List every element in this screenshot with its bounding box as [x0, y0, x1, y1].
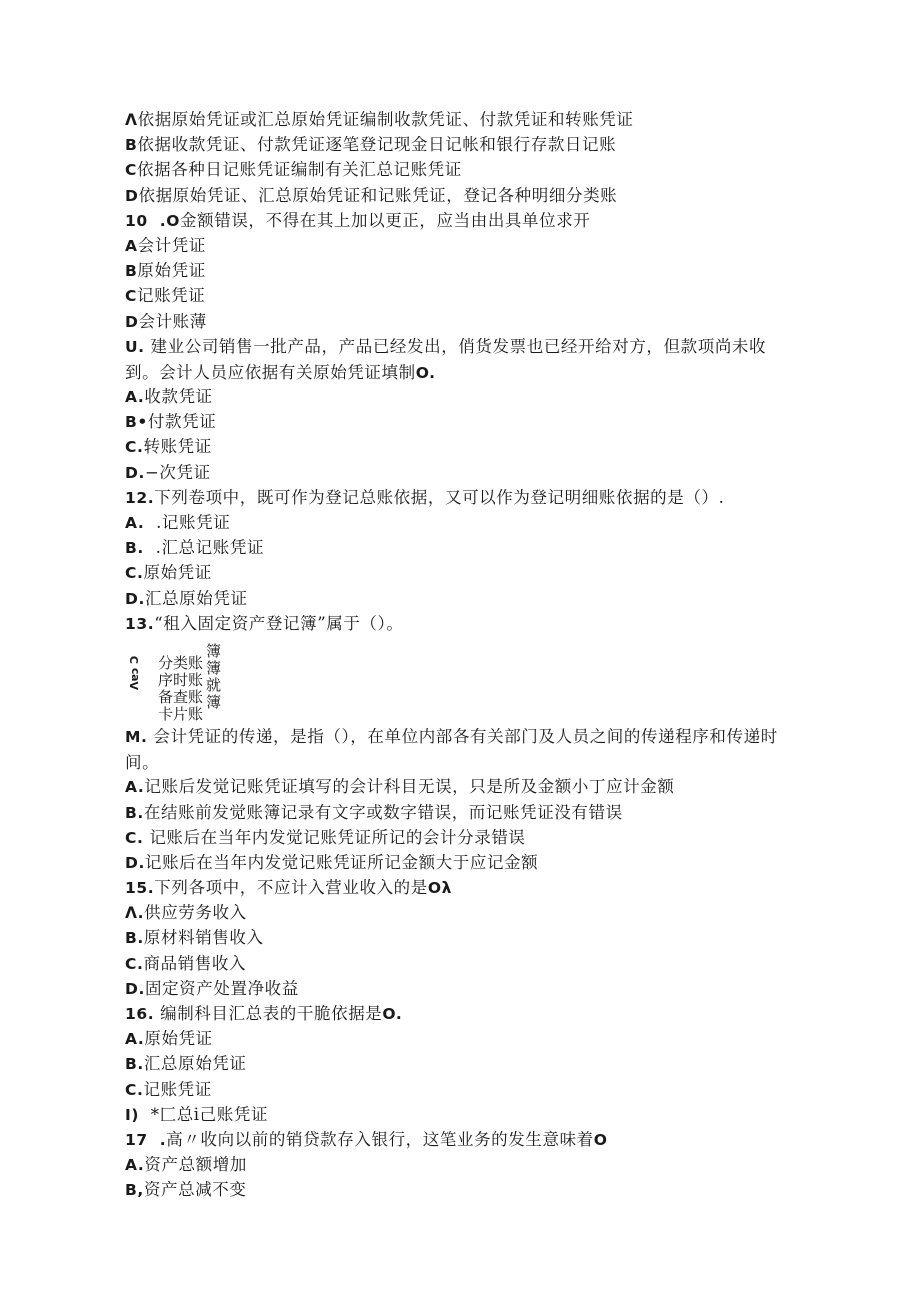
line-label: C.	[125, 564, 144, 583]
text-line	[125, 485, 795, 510]
text-line	[125, 309, 795, 334]
text-line	[125, 875, 795, 900]
line-text: *匚总i己账凭证	[139, 1104, 269, 1124]
text-line	[125, 1026, 795, 1051]
line-text: 资产总减不变	[143, 1180, 247, 1200]
line-label: A	[125, 236, 138, 255]
line-label: C.	[125, 954, 144, 973]
text-line	[125, 183, 795, 208]
line-text: .记账凭证	[144, 513, 231, 533]
text-line	[125, 1102, 795, 1127]
line-label: D.	[125, 979, 145, 998]
text-line	[125, 900, 795, 925]
line-label: 15.	[125, 879, 155, 898]
line-text: 下列各项中，不应计入营业收入的是	[154, 878, 428, 898]
line-label: B,	[125, 1181, 144, 1200]
line-text: 下列卷项中，既可作为登记总账依据，又可以作为登记明细账依据的是（）.	[154, 487, 725, 507]
option-letters: Ʌɐɔ Ɔ	[128, 655, 141, 690]
text-line	[125, 510, 795, 535]
line-label: 13.	[125, 614, 155, 633]
line-label: D	[125, 186, 139, 205]
text-line	[125, 560, 795, 585]
text-line	[125, 409, 795, 434]
option-name: 卡片账	[158, 704, 204, 723]
question-text: 建业公司销售一批产品，产品已经发出，俏货发票也已经开给对方，但款项尚未收到。会计人员应依据有关原始凭证填制	[125, 336, 767, 382]
line-text: 会计账薄	[138, 311, 207, 331]
line-text: 编制科目汇总表的干脆依据是	[154, 1004, 383, 1024]
text-line	[125, 825, 795, 850]
option-suffix: 簿	[206, 641, 222, 660]
line-text: 汇总原始凭证	[144, 588, 248, 608]
line-label: B•	[125, 413, 148, 432]
line-label: A.	[125, 778, 145, 797]
text-line	[125, 611, 795, 636]
line-label: 12.	[125, 488, 155, 507]
question-11	[125, 334, 793, 384]
line-text: 商品销售收入	[143, 953, 247, 973]
text-line	[125, 850, 795, 875]
line-label: B	[125, 136, 138, 155]
line-label: Λ.	[125, 904, 145, 923]
line-text: 会计凭证	[137, 235, 207, 255]
line-label: A.	[125, 514, 145, 533]
option-suffix: 簿	[206, 658, 222, 677]
line-text: 高〃收向以前的销贷款存入银行，这笔业务的发生意味着	[166, 1129, 594, 1149]
line-text: 记账后发觉记账凭证填写的会计科目无误，只是所及金额小丁应计金额	[144, 777, 675, 797]
text-line	[125, 976, 795, 1001]
line-text: 供应劳务收入	[144, 903, 247, 923]
text-line	[125, 208, 795, 233]
line-blank: O	[593, 1130, 608, 1149]
question-14	[125, 724, 793, 774]
question-number: M.	[125, 727, 148, 746]
line-text: 资产总额增加	[144, 1155, 247, 1175]
line-text: 依据各种日记账凭证编制有关汇总记账凭证	[136, 160, 462, 180]
line-text: 记账后在当年内发觉记账凭证所记的会计分录错误	[143, 827, 526, 847]
option-suffixes	[206, 643, 221, 711]
line-text: 依据收款凭证、付款凭证逐笔登记现金日记帐和银行存款日记账	[137, 135, 617, 155]
line-text: 固定资产处置净收益	[144, 978, 299, 998]
line-label: D.	[125, 589, 145, 608]
line-text: 依据原始凭证、汇总原始凭证和记账凭证，登记各种明细分类账	[138, 185, 618, 205]
text-line	[125, 800, 795, 825]
line-text: −次凭证	[144, 462, 211, 482]
line-label: D.	[125, 853, 145, 872]
lines-group-b	[125, 384, 795, 636]
option-name: 序时账	[158, 670, 204, 689]
text-line	[125, 233, 795, 258]
text-line	[125, 774, 795, 799]
line-label: B.	[125, 803, 144, 822]
line-label: A.	[125, 1030, 145, 1049]
line-text: 记账后在当年内发觉记账凭证所记金额大于应记金额	[144, 852, 539, 872]
line-label: B	[125, 262, 138, 281]
text-line	[125, 283, 795, 308]
question-text: 会计凭证的传递，是指（），在单位内部各有关部门及人员之间的传递程序和传递时间。	[125, 726, 778, 773]
line-label: C.	[125, 438, 144, 457]
text-line	[125, 384, 795, 409]
line-label: C	[125, 287, 137, 306]
lines-group-a	[125, 107, 795, 334]
line-text: 原始凭证	[143, 563, 212, 583]
document-page	[125, 107, 795, 1203]
text-line	[125, 107, 795, 132]
line-text: 收款凭证	[144, 387, 213, 407]
option-suffix: 簿	[206, 692, 222, 711]
line-label: B.	[125, 1055, 144, 1074]
line-blank: Oλ	[427, 879, 453, 898]
text-line	[125, 925, 795, 950]
text-line	[125, 1077, 795, 1102]
text-line	[125, 434, 795, 459]
line-text: 汇总原始凭证	[143, 1054, 247, 1074]
line-text: 依据原始凭证或汇总原始凭证编制收款凭证、付款凭证和转账凭证	[137, 110, 634, 129]
text-line	[125, 1051, 795, 1076]
line-label: 10 .O	[125, 211, 181, 230]
line-text: 在结账前发觉账簿记录有文字或数字错误，而记账凭证没有错误	[143, 802, 623, 822]
question-13-options	[125, 636, 795, 724]
text-line	[125, 1152, 795, 1177]
line-text: “租入固定资产登记簿”属于（）。	[154, 613, 404, 633]
text-line	[125, 460, 795, 485]
line-label: 16.	[125, 1005, 155, 1024]
line-label: Λ	[125, 111, 138, 129]
text-line	[125, 132, 795, 157]
line-text: 原材料销售收入	[143, 928, 264, 948]
text-line	[125, 1001, 795, 1026]
option-name: 备查账	[158, 687, 204, 706]
text-line	[125, 951, 795, 976]
lines-group-c	[125, 774, 795, 1202]
line-text: 转账凭证	[143, 437, 212, 457]
text-line	[125, 258, 795, 283]
line-label: C.	[125, 828, 144, 847]
text-line	[125, 586, 795, 611]
line-label: B.	[125, 539, 144, 558]
option-names	[158, 655, 203, 723]
line-text: .汇总记账凭证	[143, 538, 265, 558]
text-line	[125, 1177, 795, 1202]
line-text: 原始凭证	[144, 1029, 213, 1049]
line-text: 付款凭证	[147, 412, 217, 432]
line-blank: O.	[382, 1005, 403, 1024]
line-text: 记账凭证	[136, 286, 206, 306]
line-text: 原始凭证	[137, 261, 206, 281]
question-number: U.	[125, 337, 145, 356]
line-label: C	[125, 161, 137, 180]
line-label: A.	[125, 1156, 145, 1175]
line-label: B.	[125, 929, 144, 948]
line-label: C.	[125, 1080, 144, 1099]
text-line	[125, 535, 795, 560]
line-label: D.	[125, 463, 145, 482]
text-line	[125, 1127, 795, 1152]
question-blank: O.	[415, 363, 436, 382]
line-label: I)	[125, 1105, 140, 1124]
option-name: 分类账	[158, 653, 204, 672]
option-suffix: 就	[206, 675, 222, 694]
line-label: D	[125, 312, 139, 331]
line-text: 记账凭证	[143, 1079, 212, 1099]
line-label: A.	[125, 388, 145, 407]
text-line	[125, 157, 795, 182]
line-text: 金额错误，不得在其上加以更正，应当由出具单位求开	[180, 210, 591, 230]
line-label: 17 .	[125, 1130, 167, 1149]
